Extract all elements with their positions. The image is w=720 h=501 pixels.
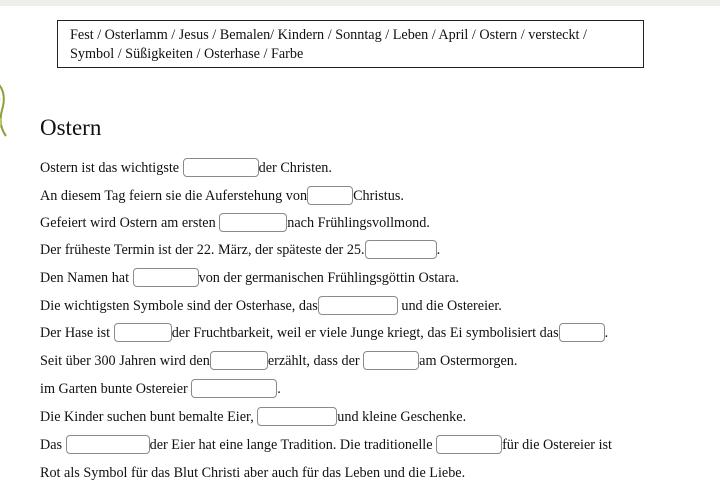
sentence-10: Die Kinder suchen bunt bemalte Eier, und kleine Geschenke. xyxy=(40,409,467,425)
sentence-7: Der Hase ist der Fruchtbarkeit, weil er viele Junge kriegt, das Ei symbolisiert das . xyxy=(40,325,609,341)
answer-field-6[interactable] xyxy=(318,296,398,315)
answer-field-2[interactable] xyxy=(307,186,353,205)
sentence-2: An diesem Tag feiern sie die Auferstehung von Christus. xyxy=(40,188,404,204)
sentence-6: Die wichtigsten Symbole sind der Osterhase, das und die Ostereier. xyxy=(40,298,502,314)
sentence-11: Das der Eier hat eine lange Tradition. Die traditionelle für die Ostereier ist xyxy=(40,437,612,453)
answer-field-8[interactable] xyxy=(559,323,605,342)
answer-field-4[interactable] xyxy=(365,240,437,259)
answer-field-3[interactable] xyxy=(219,213,287,232)
answer-field-10[interactable] xyxy=(363,351,419,370)
answer-field-5[interactable] xyxy=(133,268,199,287)
answer-field-12[interactable] xyxy=(257,407,337,426)
sentence-12: Rot als Symbol für das Blut Christi aber auch für das Leben und die Liebe. xyxy=(40,465,466,481)
leaf-decoration xyxy=(0,70,14,140)
answer-field-7[interactable] xyxy=(114,323,172,342)
answer-field-13[interactable] xyxy=(66,435,150,454)
answer-field-9[interactable] xyxy=(210,351,268,370)
answer-field-1[interactable] xyxy=(183,158,259,177)
answer-field-14[interactable] xyxy=(436,435,502,454)
sentence-9: im Garten bunte Ostereier . xyxy=(40,381,281,397)
page-title: Ostern xyxy=(40,115,102,140)
word-bank: Fest / Osterlamm / Jesus / Bemalen/ Kindern / Sonntag / Leben / April / Ostern / versteckt / Symbol / Süßigkeiten / Osterhase / Farbe xyxy=(57,20,644,68)
sentence-5: Den Namen hat von der germanischen Frühlingsgöttin Ostara. xyxy=(40,270,460,286)
sentence-3: Gefeiert wird Ostern am ersten nach Frühlingsvollmond. xyxy=(40,215,430,231)
sentence-1: Ostern ist das wichtigste der Christen. xyxy=(40,160,332,176)
answer-field-11[interactable] xyxy=(191,379,277,398)
sentence-4: Der früheste Termin ist der 22. März, der späteste der 25. . xyxy=(40,242,441,258)
top-strip xyxy=(0,0,720,6)
sentence-8: Seit über 300 Jahren wird den erzählt, dass der am Ostermorgen. xyxy=(40,353,518,369)
